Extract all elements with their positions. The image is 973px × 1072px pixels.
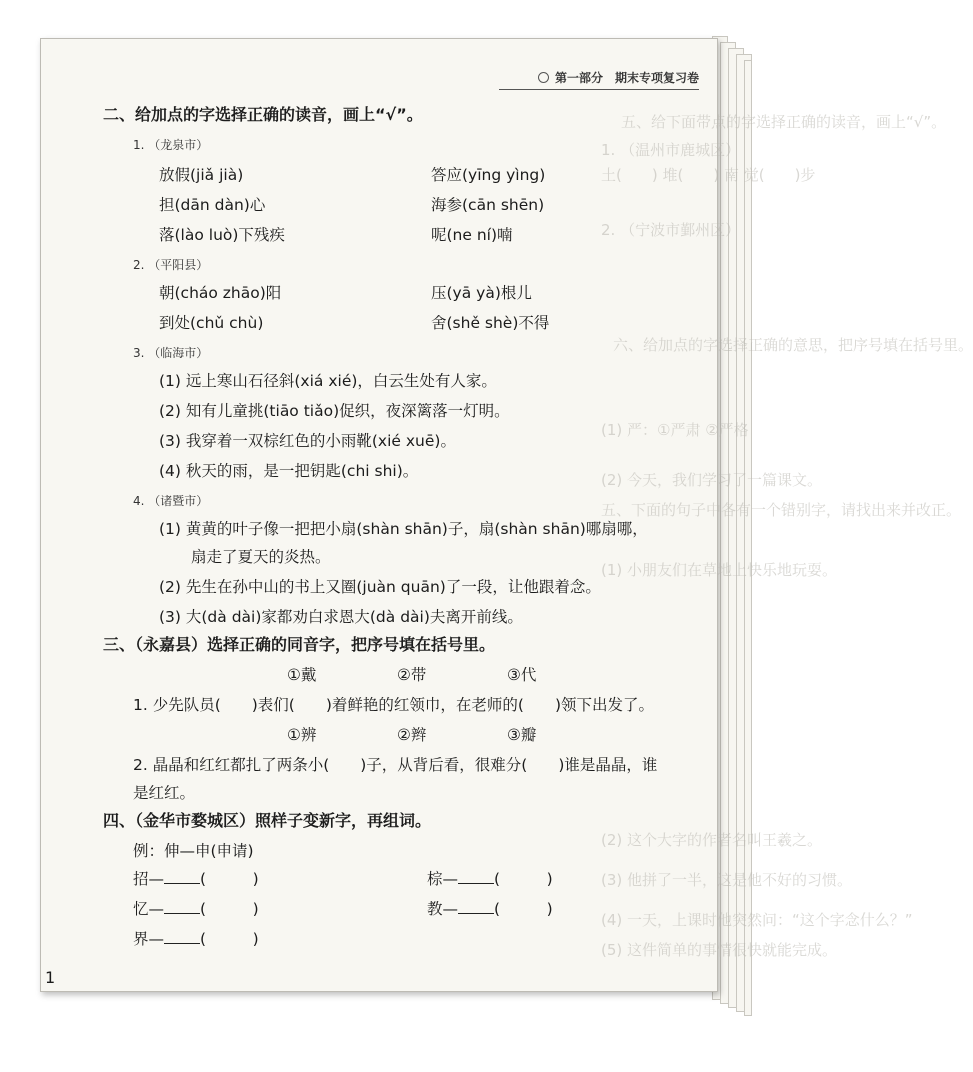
q4-label: 4. （诸暨市） <box>133 494 209 508</box>
worksheet-page <box>40 38 973 992</box>
poem-item: (4) 秋天的雨，是一把钥匙(chi shi)。 <box>159 462 419 480</box>
word-row <box>133 869 259 889</box>
fill-question: 2. 晶晶和红红都扎了两条小( )子，从背后看，很难分( )谁是晶晶，谁 <box>133 756 658 774</box>
section-2-title: 二、给加点的字选择正确的读音，画上“√”。 <box>103 105 423 124</box>
pinyin-item: 朝(cháo zhāo)阳 <box>159 284 282 302</box>
ghost-line: (4) 一天，上课时他突然问：“这个字念什么？” <box>601 911 913 929</box>
char-label: 招— <box>133 870 165 888</box>
sentence-item: 扇走了夏天的炎热。 <box>191 548 331 566</box>
fill-question: 是红红。 <box>133 784 196 802</box>
answer-blank[interactable] <box>164 869 200 884</box>
option: ②辫 <box>397 726 427 744</box>
char-label: 教— <box>427 900 459 918</box>
ghost-line: 六、给加点的字选择正确的意思，把序号填在括号里。 <box>613 336 973 354</box>
example: 例：伸—申(申请) <box>133 842 254 860</box>
section-3-title: 三、（永嘉县）选择正确的同音字，把序号填在括号里。 <box>103 635 496 654</box>
pinyin-item: 呢(ne ní)喃 <box>431 226 513 244</box>
answer-blank[interactable] <box>458 869 494 884</box>
ghost-line: (2) 这个大字的作者名叫王羲之。 <box>601 831 823 849</box>
ghost-line: (1) 严：①严肃 ②严格 <box>601 421 749 439</box>
pinyin-item: 舍(shě shè)不得 <box>431 314 550 332</box>
ghost-line: 五、下面的句子中各有一个错别字，请找出来并改正。 <box>601 501 962 519</box>
ghost-line: 土( ) 堆( ) 南 觉( )步 <box>601 166 816 184</box>
poem-item: (2) 知有儿童挑(tiāo tiǎo)促织，夜深篱落一灯明。 <box>159 402 510 420</box>
q3-label: 3. （临海市） <box>133 346 209 360</box>
option: ③瓣 <box>507 726 537 744</box>
word-paren[interactable]: ( ) <box>494 900 553 918</box>
ghost-line: (3) 他拼了一半，这是他不好的习惯。 <box>601 871 853 889</box>
word-row <box>133 899 259 919</box>
pinyin-item: 海参(cān shēn) <box>431 196 545 214</box>
header-label: 第一部分 期末专项复习卷 <box>554 71 699 85</box>
word-paren[interactable]: ( ) <box>200 930 259 948</box>
word-row <box>133 929 259 949</box>
answer-blank[interactable] <box>164 899 200 914</box>
word-paren[interactable]: ( ) <box>494 870 553 888</box>
option: ①辨 <box>287 726 317 744</box>
sentence-item: (2) 先生在孙中山的书上又圈(juàn quān)了一段，让他跟着念。 <box>159 578 601 596</box>
poem-item: (3) 我穿着一双棕红色的小雨靴(xié xuē)。 <box>159 432 456 450</box>
option: ③代 <box>507 666 537 684</box>
char-label: 界— <box>133 930 165 948</box>
pinyin-item: 压(yā yà)根儿 <box>431 284 532 302</box>
sentence-item: (3) 大(dà dài)家都劝白求恩大(dà dài)夫离开前线。 <box>159 608 523 626</box>
word-row <box>427 899 553 919</box>
ghost-line: 1. （温州市鹿城区） <box>601 141 741 159</box>
answer-blank[interactable] <box>164 929 200 944</box>
page-number: 1 <box>45 968 56 987</box>
option: ②带 <box>397 666 427 684</box>
answer-blank[interactable] <box>458 899 494 914</box>
pinyin-item: 答应(yīng yìng) <box>431 166 546 184</box>
fill-question: 1. 少先队员( )表们( )着鲜艳的红领巾，在老师的( )领下出发了。 <box>133 696 655 714</box>
page-stack-edge <box>744 60 752 1016</box>
word-paren[interactable]: ( ) <box>200 870 259 888</box>
pinyin-item: 放假(jiǎ jià) <box>159 166 244 184</box>
ghost-line: 五、给下面带点的字选择正确的读音，画上“√”。 <box>621 113 947 131</box>
poem-item: (1) 远上寒山石径斜(xiá xié)，白云生处有人家。 <box>159 372 497 390</box>
sentence-item: (1) 黄黄的叶子像一把把小扇(shàn shān)子，扇(shàn shān)哪扇哪， <box>159 520 648 538</box>
ghost-line: (5) 这件简单的事情很快就能完成。 <box>601 941 838 959</box>
page-header <box>538 69 699 86</box>
pinyin-item: 落(lào luò)下残疾 <box>159 226 285 244</box>
q1-label: 1. （龙泉市） <box>133 138 209 152</box>
q2-label: 2. （平阳县） <box>133 258 209 272</box>
char-label: 棕— <box>427 870 459 888</box>
word-row <box>427 869 553 889</box>
word-paren[interactable]: ( ) <box>200 900 259 918</box>
char-label: 忆— <box>133 900 165 918</box>
ghost-line: (2) 今天，我们学习了一篇课文。 <box>601 471 823 489</box>
option: ①戴 <box>287 666 317 684</box>
circle-icon <box>538 72 549 83</box>
ghost-line: 2. （宁波市鄞州区） <box>601 221 741 239</box>
section-4-title: 四、（金华市婺城区）照样子变新字，再组词。 <box>103 811 432 830</box>
header-rule <box>499 89 699 90</box>
pinyin-item: 担(dān dàn)心 <box>159 196 266 214</box>
pinyin-item: 到处(chǔ chù) <box>159 314 264 332</box>
ghost-line: (1) 小朋友们在草地上快乐地玩耍。 <box>601 561 838 579</box>
